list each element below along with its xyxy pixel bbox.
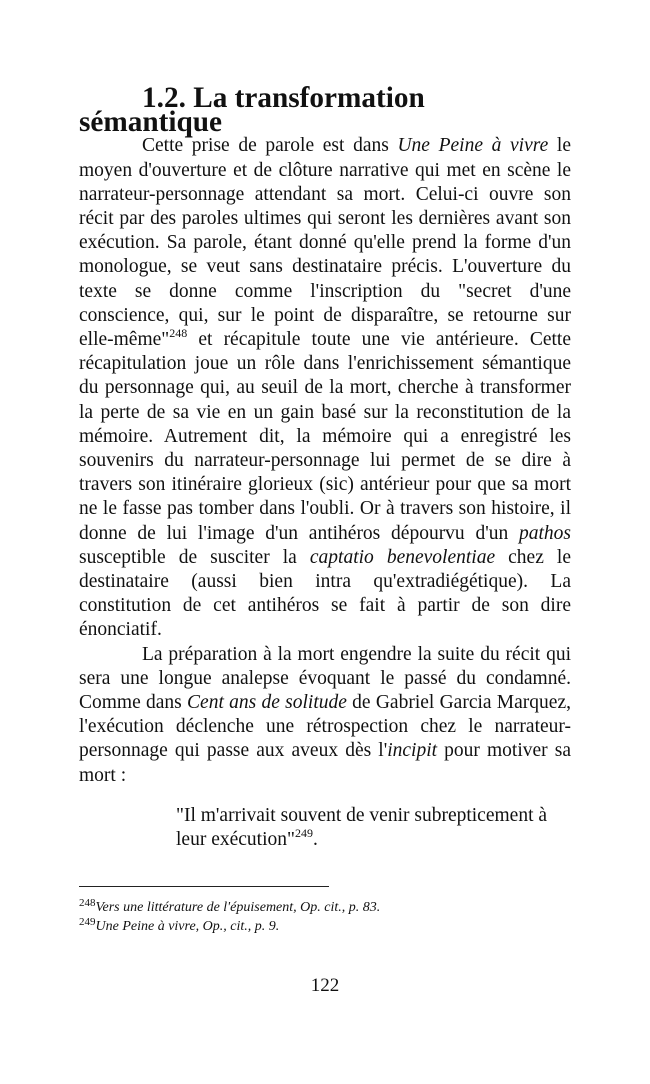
footnote-text: Vers une littérature de l'épuisement, Op. cit., p. 83. [95, 900, 381, 915]
page-number: 122 [310, 975, 340, 996]
footnote-248 [79, 898, 571, 917]
p1-text-4: susceptible de susciter la [79, 546, 310, 568]
p2-term-incipit: incipit [387, 740, 438, 762]
paragraph-1 [79, 134, 571, 642]
p1-text-1: Cette prise de parole est dans [142, 135, 398, 157]
block-quote [176, 804, 571, 852]
quote-tail: . [312, 829, 318, 851]
p2-title-cent-ans: Cent ans de solitude [187, 692, 347, 714]
quote-text: "Il m'arrivait souvent de venir subrepticement à leur exécution" [176, 804, 548, 851]
footnote-249 [79, 917, 571, 936]
p1-title-une-peine: Une Peine à vivre [397, 135, 549, 157]
footnote-ref-249[interactable]: 249 [294, 826, 313, 841]
page-body [79, 82, 571, 852]
p1-term-captatio: captatio benevolentiae [309, 546, 496, 568]
footnote-divider [79, 886, 329, 887]
p2-text-3: pour motiver sa mort : [79, 740, 571, 786]
footnotes [79, 898, 571, 936]
footnote-text: Une Peine à vivre, Op., cit., p. 9. [95, 919, 280, 934]
footnote-number: 249 [79, 916, 96, 928]
p1-text-2: le moyen d'ouverture et de clôture narrative qui met en scène le narrateur-personnage attendant sa mort. Celui-ci ouvre son récit par des paroles ultimes qui seront les dernières avant son exécution. Sa parole, étant donné qu'elle prend la forme d'un monologue, se veut sans destinataire précis. L'ouverture du texte se donne comme l'inscription du "secret d'une conscience, qui, sur le point de disparaître, se retourne sur elle-même" [79, 135, 571, 351]
p1-text-3: et récapitule toute une vie antérieure. Cette récapitulation joue un rôle dans l'enrichissement sémantique du personnage qui, au seuil de la mort, cherche à transformer la perte de sa vie en un gain basé sur la reconstitution de la mémoire. Autrement dit, la mémoire qui a enregistré les souvenirs du narrateur-personnage lui permet de se dire à travers son itinéraire glorieux (sic) antérieur pour que sa mort ne le fasse pas tomber dans l'oubli. Or à travers son histoire, il donne de lui l'image d'un antihéros dépourvu d'un [79, 329, 571, 544]
footnote-ref-248[interactable]: 248 [169, 326, 188, 341]
p1-term-pathos: pathos [518, 522, 571, 544]
footnote-number: 248 [79, 897, 96, 909]
p1-text-5: chez le destinataire (aussi bien intra qu'extradiégétique). La constitution de cet antihéros se fait à partir de son dire énonciatif. [79, 546, 571, 641]
p2-text-1: La préparation à la mort engendre la suite du récit qui sera une longue analepse évoquant le passé du condamné. Comme dans [79, 643, 571, 714]
section-heading: 1.2. La transformation sémantique [79, 82, 425, 139]
paragraph-2 [79, 643, 571, 788]
p2-text-2: de Gabriel Garcia Marquez, l'exécution déclenche une rétrospection chez le narrateur-personnage qui passe aux aveux dès l' [79, 692, 571, 762]
